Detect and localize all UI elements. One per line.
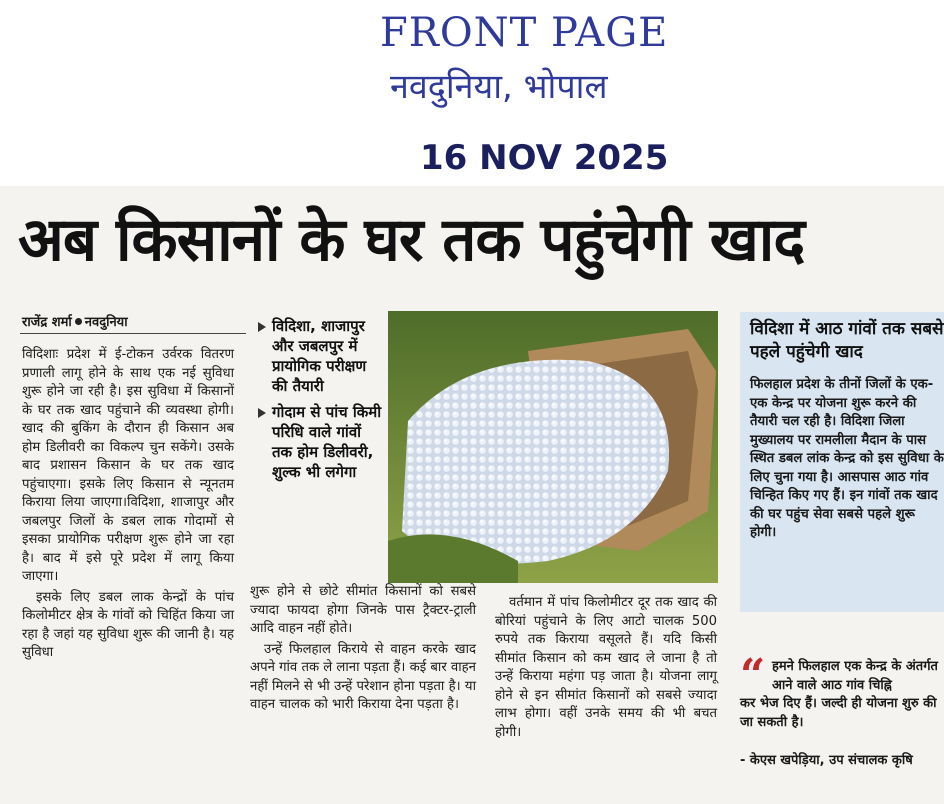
headline: अब किसानों के घर तक पहुंचेगी खाद [18, 205, 805, 275]
byline-rule [20, 333, 246, 334]
highlight-text: गोदाम से पांच किमी परिधि वाले गांवों तक होम डिलीवरी, शुल्क भी लगेगा [272, 403, 382, 481]
paragraph: उन्हें फिलहाल किराये से वाहन करके खाद अपने गांव तक ले लाना पड़ता हैं। कई बार वाहन नहीं मिलने से भी उन्हें परेशान होना पड़ता है। या वाहन चालक को भारी किराया देना पड़ता है। [250, 641, 476, 712]
bullet-dot-icon [75, 318, 82, 325]
paragraph: विदिशाः प्रदेश में ई-टोकन उर्वरक वितरण प्रणाली लागू होने के साथ एक नई सुविधा शुरू होने जा रही है। इस सुविधा में किसानों के घर तक खाद पहुंचाने की व्यवस्था होगी। खाद की बुकिंग के दौरान ही किसान अब होम डिलीवरी का विकल्प चुन सकेंगे। उसके बाद प्रशासन किसान के घर तक खाद पहुंचाएगा। इसके लिए किसान से न्यूनतम किराया लिया जाएगा।विदिशा, शाजापुर और जबलपुर जिलों के डबल लाक गोदामों से इसका प्रायोगिक परीक्षण शुरू होने जा रहा है। बाद में इसे पूरे प्रदेश में लागू किया जाएगा। [22, 347, 234, 584]
triangle-bullet-icon [258, 408, 266, 418]
paragraph: इसके लिए डबल लाक केन्द्रों के पांच किलोमीटर क्षेत्र के गांवों को चिहिंत किया जा रहा है जहां यह सुविधा शुरू की जानी है। यह सुविधा [22, 589, 234, 660]
stamp-subtitle: नवदुनिया, भोपाल [390, 67, 608, 107]
byline-author: राजेंद्र शर्मा [22, 315, 72, 330]
highlight-text: विदिशा, शाजापुर और जबलपुर में प्रायोगिक परीक्षण की तैयारी [272, 317, 367, 395]
article-column-1 [22, 346, 234, 665]
fertilizer-sack-photo [388, 311, 718, 583]
quote-text: हमने फिलहाल एक केन्द्र के अंतर्गत आने वाले आठ गांव चिह्नि [772, 659, 938, 693]
triangle-bullet-icon [258, 322, 266, 332]
paragraph: शुरू होने से छोटे सीमांत किसानों को सबसे ज्यादा फायदा होगा जिनके पास ट्रैक्टर-ट्राली आदि वाहन नहीं होते। [250, 584, 476, 636]
article-column-2 [250, 583, 476, 717]
stamp-title: FRONT PAGE [380, 10, 669, 56]
quote-attribution: - केएस खपेड़िया, उप संचालक कृषि [740, 753, 913, 768]
quote-mark-icon: “ [740, 650, 766, 701]
paragraph: वर्तमान में पांच किलोमीटर दूर तक खाद की बोरियां पहुंचाने के लिए आटो चालक 500 रुपये तक किराया वसूलते हैं। यदि किसी सीमांत किसान को कम खाद ले जाना है तो उन्हें किराया महंगा पड़ जाता है। योजना लागू होने से इन सीमांत किसानों को सबसे ज्यादा लाभ होगा। वहीं उनके समय की भी बचत होगी। [495, 595, 717, 740]
photo-graphic [388, 311, 718, 583]
highlights-list [258, 316, 386, 488]
sidebar-heading: विदिशा में आठ गांवों तक सबसे पहले पहुंचेगी खाद [750, 319, 944, 362]
byline [22, 312, 128, 330]
highlight-item [258, 316, 386, 396]
stamp-date: 16 NOV 2025 [420, 138, 669, 178]
highlight-item [258, 402, 386, 482]
quote-text: कर भेज दिए हैं। जल्दी ही योजना शुरु की जा सकती है। [740, 696, 937, 730]
article-column-3 [495, 594, 717, 744]
byline-source: नवदुनिया [84, 315, 128, 330]
sidebar-body: फिलहाल प्रदेश के तीनों जिलों के एक-एक केन्द्र पर योजना शुरू करने की तैयारी चल रही है। विदिशा जिला मुख्यालय पर रामलीला मैदान के पास स्थित डबल लांक केन्द्र को इस सुविधा के लिए चुना गया है। आसपास आठ गांव चिन्हित किए गए हैं। इन गांवों तक खाद की घर पहुंच सेवा सबसे पहले शुरू होगी। [750, 377, 944, 540]
